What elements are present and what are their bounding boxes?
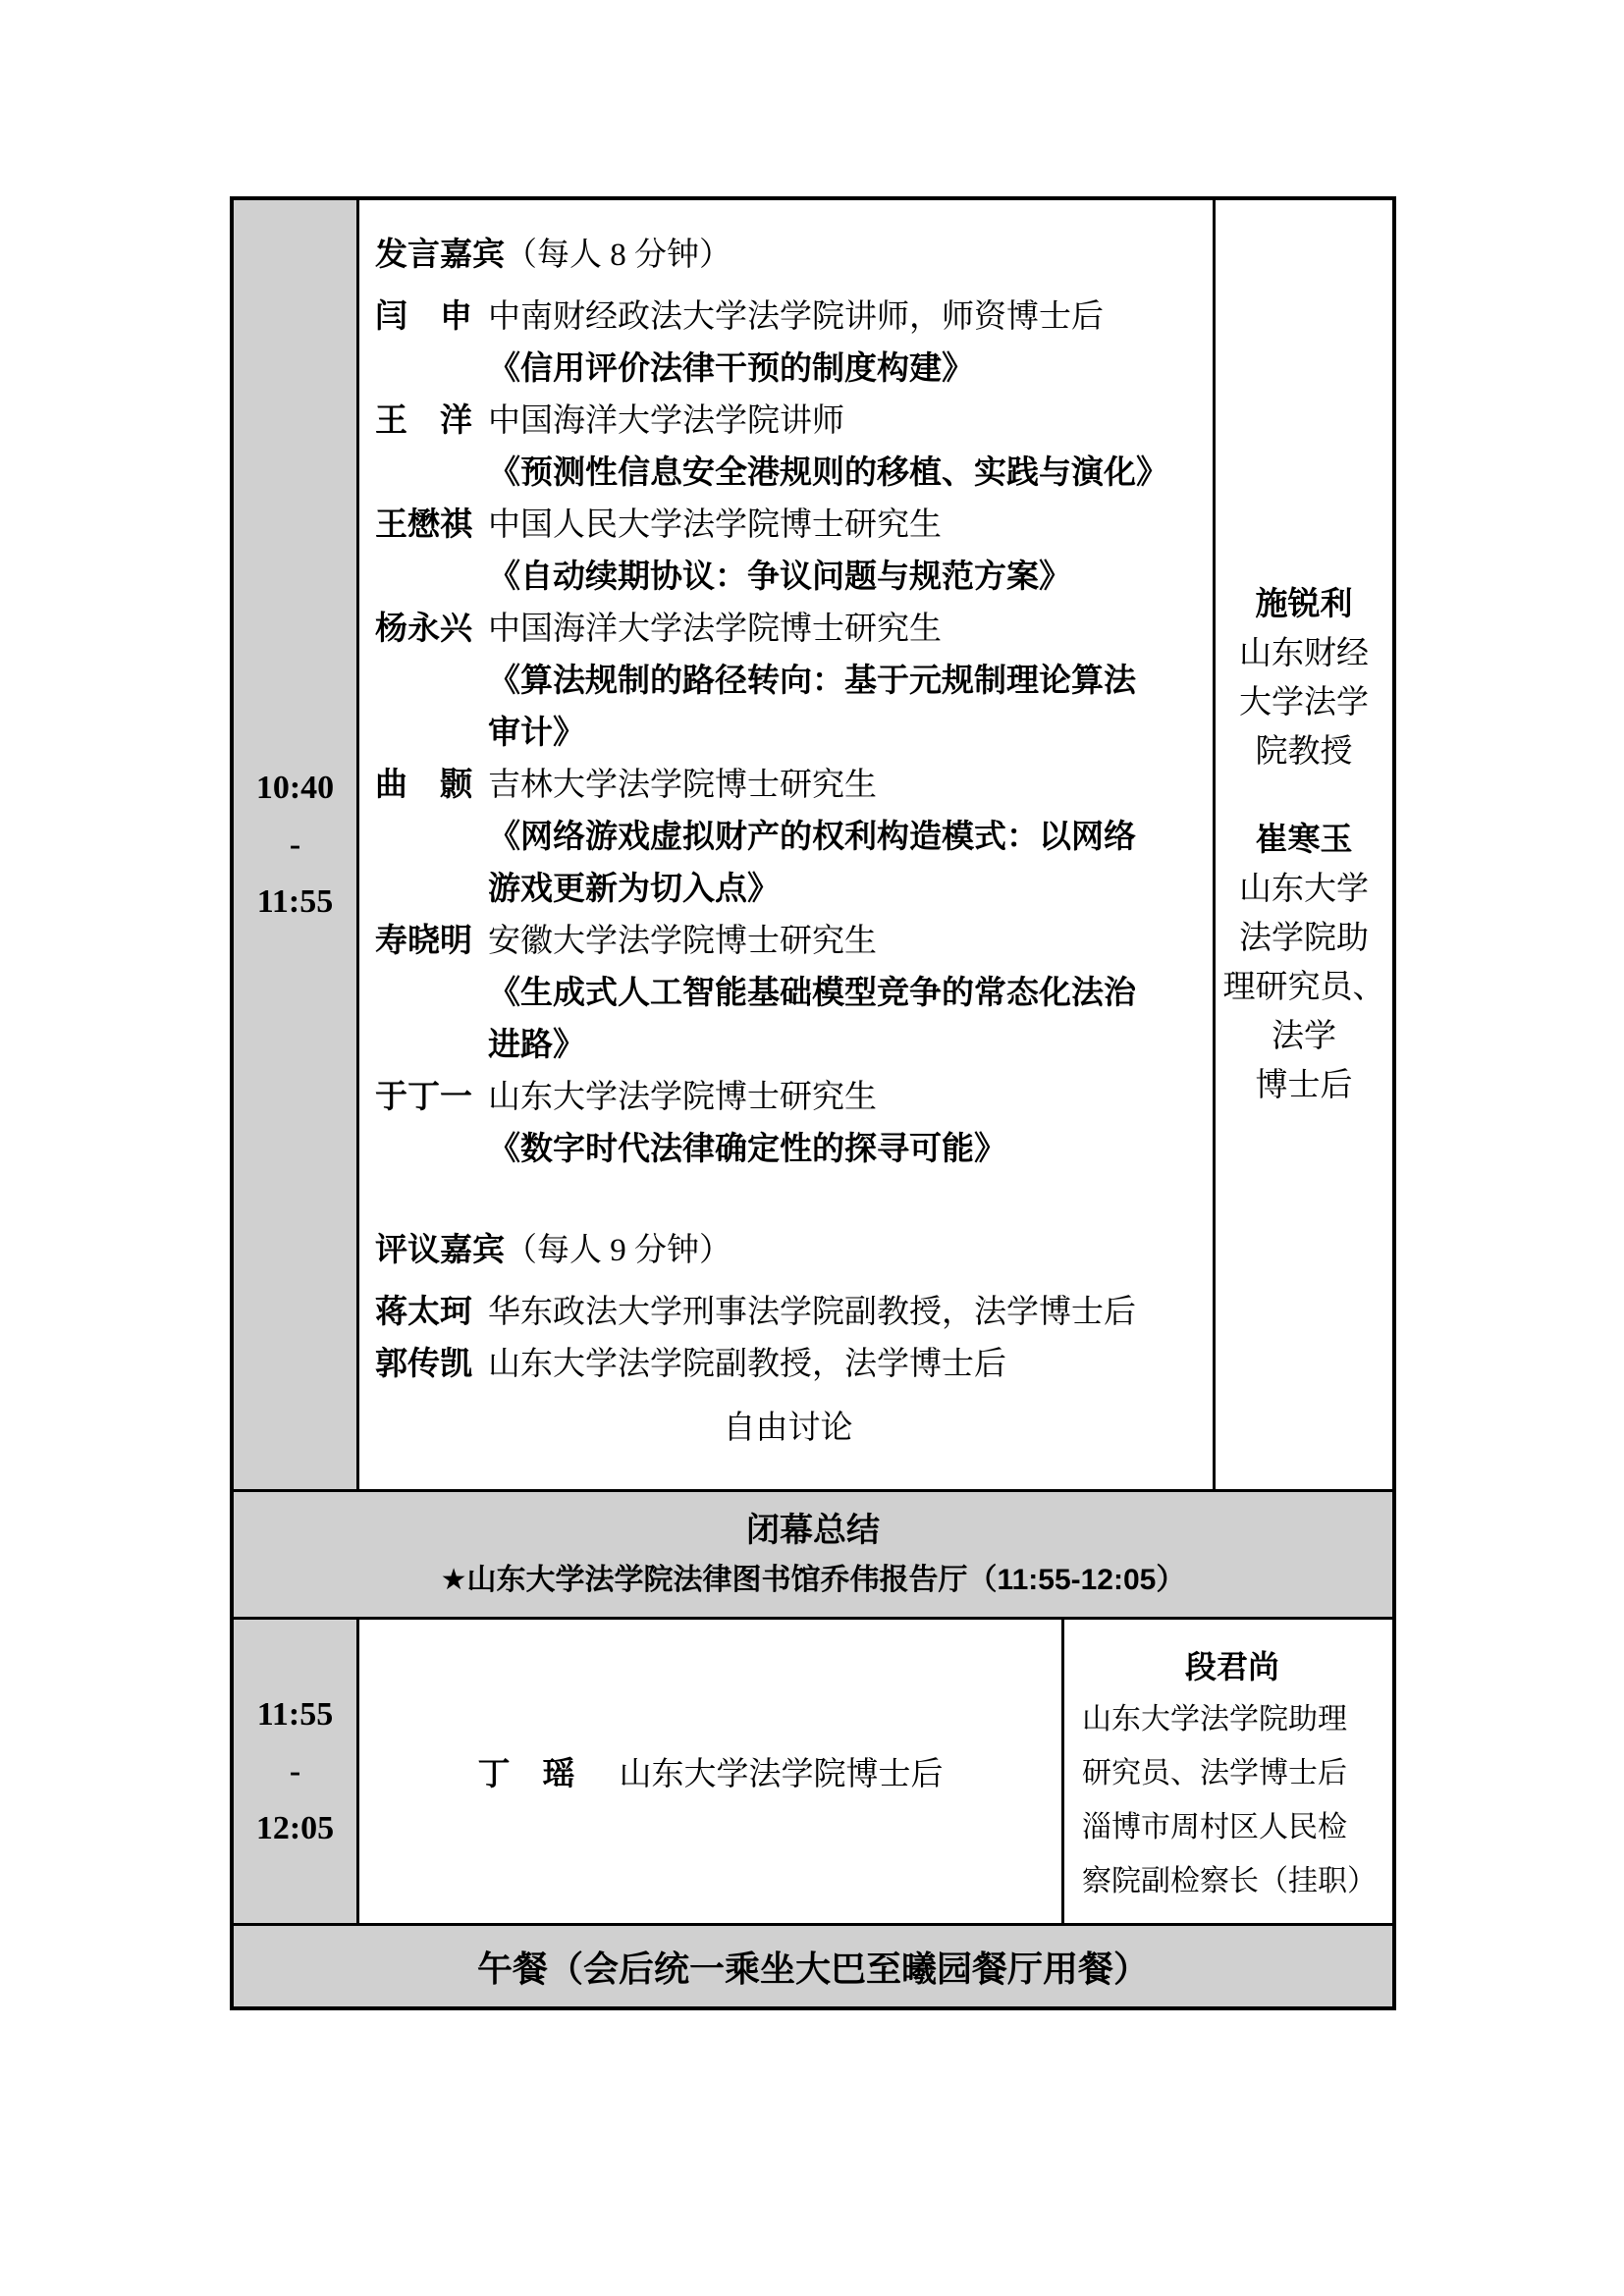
- session-time-separator: -: [289, 826, 301, 863]
- speaker-affiliation: 吉林大学法学院博士研究生: [488, 768, 877, 803]
- moderator-block: [1223, 816, 1385, 1110]
- speaker-affiliation: 中国海洋大学法学院博士研究生: [488, 612, 942, 647]
- discussants-header: [375, 1225, 1201, 1277]
- speaker-line: [375, 760, 1201, 812]
- session-content-cell: [359, 200, 1213, 1489]
- paper-title: 《信用评价法律干预的制度构建》: [488, 351, 974, 387]
- speaker-name: 王懋祺: [375, 507, 472, 543]
- closing-time-separator: -: [289, 1752, 301, 1789]
- discussant-line: [375, 1287, 1201, 1339]
- paper-title-continued: 审计》: [488, 716, 585, 751]
- session-moderators-cell: [1213, 200, 1392, 1489]
- paper-title-continued: 游戏更新为切入点》: [488, 872, 780, 907]
- moderator-desc-line: 法学: [1272, 1018, 1336, 1054]
- moderator-block: [1239, 580, 1369, 776]
- moderator-name: 崔寒玉: [1255, 822, 1353, 858]
- session-time-start: 10:40: [255, 769, 335, 806]
- closing-moderator-desc-line: 山东大学法学院助理: [1082, 1703, 1347, 1735]
- closing-session-row: [234, 1620, 1392, 1926]
- closing-speaker-name: 丁 瑶: [477, 1757, 575, 1792]
- speakers-header-label: 发言嘉宾: [375, 238, 505, 273]
- paper-title: 《生成式人工智能基础模型竞争的常态化法治: [488, 976, 1136, 1011]
- paper-title: 《网络游戏虚拟财产的权利构造模式：以网络: [488, 820, 1136, 855]
- closing-speaker-affiliation: 山东大学法学院博士后: [619, 1757, 944, 1792]
- paper-title-continued: 进路》: [488, 1028, 585, 1063]
- closing-moderator-desc-line: 淄博市周村区人民检: [1082, 1811, 1347, 1843]
- speaker-entry: [375, 604, 1201, 760]
- speaker-name: 杨永兴: [375, 612, 472, 647]
- moderator-desc-line: 博士后: [1255, 1067, 1353, 1103]
- moderator-desc-line: 大学法学: [1239, 684, 1369, 721]
- speaker-entry: [375, 500, 1201, 604]
- moderator-desc-line: 理研究员、: [1222, 969, 1385, 1005]
- paper-title: 《自动续期协议：争议问题与规范方案》: [488, 560, 1071, 595]
- paper-title: 《预测性信息安全港规则的移植、实践与演化》: [488, 455, 1168, 491]
- discussant-name: 蒋太珂: [375, 1295, 472, 1330]
- moderator-desc-line: 院教授: [1255, 733, 1353, 770]
- speaker-name: 曲 颢: [375, 768, 472, 803]
- closing-moderator-desc-line: 研究员、法学博士后: [1082, 1757, 1347, 1789]
- discussant-line: [375, 1339, 1201, 1391]
- speaker-name: 寿晓明: [375, 924, 472, 959]
- speaker-line: [375, 1072, 1201, 1124]
- discussants-header-note: （每人 9 分钟）: [505, 1233, 731, 1268]
- closing-moderator-cell: [1061, 1620, 1392, 1923]
- session-time-end: 11:55: [256, 882, 334, 920]
- speaker-line: [375, 500, 1201, 552]
- closing-speaker-cell: [359, 1620, 1061, 1923]
- speaker-affiliation: 中国海洋大学法学院讲师: [488, 403, 844, 439]
- closing-time-start: 11:55: [256, 1695, 334, 1733]
- lunch-banner: [234, 1926, 1392, 2006]
- paper-title: 《数字时代法律确定性的探寻可能》: [488, 1132, 1006, 1167]
- speaker-affiliation: 中南财经政法大学法学院讲师，师资博士后: [488, 299, 1104, 335]
- moderator-desc-line: 山东财经: [1239, 635, 1369, 671]
- speaker-entry: [375, 1072, 1201, 1176]
- speaker-name: 于丁一: [375, 1080, 472, 1115]
- discussant-name: 郭传凯: [375, 1347, 472, 1382]
- speakers-header-note: （每人 8 分钟）: [505, 238, 731, 273]
- moderator-desc-line: 山东大学: [1239, 871, 1369, 907]
- closing-time-cell: [234, 1620, 359, 1923]
- speaker-name: 闫 申: [375, 299, 472, 335]
- paper-title: 《算法规制的路径转向：基于元规制理论算法: [488, 664, 1136, 699]
- speaker-line: [375, 292, 1201, 344]
- free-discussion-label: 自由讨论: [723, 1411, 853, 1446]
- closing-banner: [234, 1492, 1392, 1620]
- lunch-banner-text: 午餐（会后统一乘坐大巴至曦园餐厅用餐）: [476, 1948, 1149, 1989]
- closing-moderator-desc-line: 察院副检察长（挂职）: [1082, 1865, 1377, 1897]
- speaker-affiliation: 安徽大学法学院博士研究生: [488, 924, 877, 959]
- speaker-affiliation: 山东大学法学院博士研究生: [488, 1080, 877, 1115]
- session-row: [234, 200, 1392, 1492]
- moderator-desc-line: 法学院助: [1239, 920, 1369, 956]
- closing-banner-title: 闭幕总结: [746, 1511, 880, 1549]
- speaker-entry: [375, 760, 1201, 916]
- speaker-name: 王 洋: [375, 403, 472, 439]
- moderator-name: 施锐利: [1255, 586, 1353, 622]
- speaker-line: [375, 396, 1201, 448]
- speaker-line: [375, 916, 1201, 968]
- speaker-entry: [375, 916, 1201, 1072]
- speaker-entry: [375, 292, 1201, 396]
- discussants-header-label: 评议嘉宾: [375, 1233, 505, 1268]
- speaker-line: [375, 604, 1201, 656]
- session-time-cell: [234, 200, 359, 1489]
- conference-agenda-table: [230, 196, 1396, 2010]
- closing-banner-location: ★山东大学法学院法律图书馆乔伟报告厅（11:55-12:05）: [440, 1563, 1186, 1596]
- discussant-affiliation: 华东政法大学刑事法学院副教授，法学博士后: [488, 1295, 1136, 1330]
- closing-time-end: 12:05: [255, 1809, 335, 1846]
- speaker-affiliation: 中国人民大学法学院博士研究生: [488, 507, 942, 543]
- speaker-entry: [375, 396, 1201, 500]
- spacer: [375, 1176, 1201, 1225]
- closing-moderator-name: 段君尚: [1184, 1649, 1279, 1684]
- discussant-affiliation: 山东大学法学院副教授，法学博士后: [488, 1347, 1006, 1382]
- speakers-header: [375, 230, 1201, 282]
